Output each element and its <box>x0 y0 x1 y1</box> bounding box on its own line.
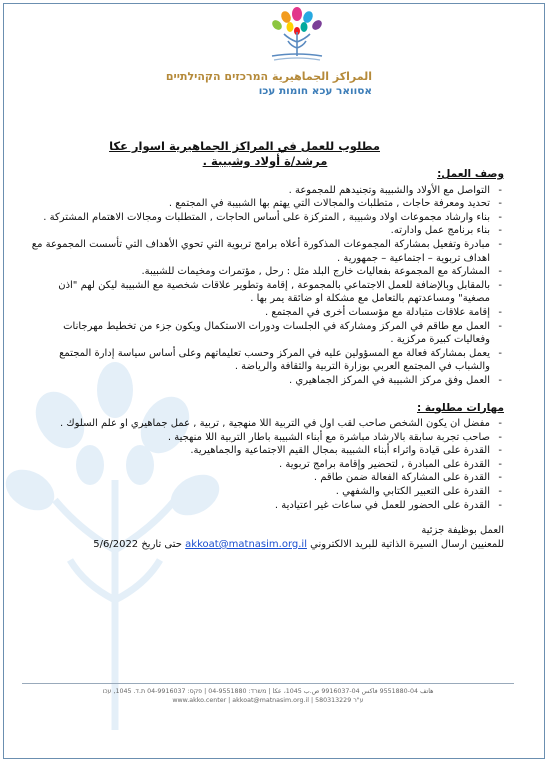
apply-prefix: للمعنيين ارسال السيرة الذاتية للبريد الالكتروني <box>310 538 504 550</box>
contact-line-2: ע"ר 580313229 | www.akko.center | akkoat@matnasim.org.il <box>172 697 364 704</box>
org-name-ar: المراكز الجماهيرية <box>271 70 372 83</box>
title-line-2: مرشد/ة أولاد وشبيبة . <box>202 154 328 168</box>
list-item: - التواصل مع الأولاد والشبيبة وتجنيدهم للمجموعة . <box>28 184 504 198</box>
list-item: - مبادرة وتفعيل بمشاركة المجموعات المذكورة أعلاه برامج تربوية التي تحوي الأهداف التي تأسست المجموعة مع اهداف تربوية – اجتماعية – جمهورية . <box>28 238 504 265</box>
list-item: - القدرة على المشاركة الفعالة ضمن طاقم . <box>28 471 504 485</box>
list-item: - يعمل بمشاركة فعالة مع المسؤولين عليه في المركز وحسب تعليماتهم وعلى أساس سياسة إدارة المجتمع والشباب في المجتمع العربي بوزارة التربية والثقافة والرياضة . <box>28 347 504 374</box>
application-info <box>28 524 504 551</box>
list-item: - مفضل ان يكون الشخص صاحب لقب اول في التربية اللا منهجية , تربية , عمل جماهيري او علم السلوك . <box>28 417 504 431</box>
part-time-note: العمل بوظيفة جزئية <box>421 525 504 537</box>
org-name-subtitle: אסוואר עכא חומות עכו <box>258 85 372 97</box>
title-line-1: مطلوب للعمل في المراكز الجماهيرية اسوار عكا <box>109 139 380 153</box>
list-item: - القدرة على الحضور للعمل في ساعات غير اعتيادية . <box>28 499 504 513</box>
job-title <box>109 139 380 169</box>
email-link[interactable]: akkoat@matnasim.org.il <box>185 538 307 550</box>
skills-list <box>28 417 504 512</box>
list-item: - العمل وفق مركز الشبيبة في المركز الجماهيري . <box>28 374 504 388</box>
list-item: - بالمقابل وبالإضافة للعمل الاجتماعي بالمجموعة , إقامة وتطوير علاقات شخصية مع الشبيبة ليكن لهم "اذن مصغية" ومساعدتهم بالتعامل مع مشكلة او ضائقة يمر بها . <box>28 279 504 306</box>
list-item: - تحديد ومعرفة حاجات , متطلبات والمجالات التي يهتم بها الشبيبة في المجتمع . <box>28 197 504 211</box>
list-item: - العمل مع طاقم في المركز ومشاركة في الجلسات ودورات الاستكمال ويكون جزء من تخطيط مهرجانات وفعاليات كبيرة مركزية . <box>28 320 504 347</box>
list-item: - إقامة علاقات متبادلة مع مؤسسات أخرى في المجتمع . <box>28 306 504 320</box>
list-item: - بناء برنامج عمل وادارته. <box>28 224 504 238</box>
org-logo <box>262 6 332 66</box>
list-item: - بناء وارشاد مجموعات اولاد وشبيبة , المتركزة على أساس الحاجات , المتطلبات ومجالات الاهتمام المشتركة . <box>28 211 504 225</box>
apply-instructions <box>28 538 504 552</box>
list-item: - القدرة على التعبير الكتابي والشفهي . <box>28 485 504 499</box>
job-description-heading: وصف العمل: <box>437 168 504 180</box>
list-item: - القدرة على المبادرة , لتحضير وإقامة برامج تربوية . <box>28 458 504 472</box>
list-item: - المشاركة مع المجموعة بفعاليات خارج البلد مثل : رحل , مؤتمرات ومخيمات للشبيبة. <box>28 265 504 279</box>
job-description-list <box>28 184 504 388</box>
skills-heading: مهارات مطلوبة : <box>417 401 504 414</box>
org-name <box>166 70 372 98</box>
job-content <box>28 168 504 551</box>
list-item: - صاحب تجربة سابقة بالارشاد مباشرة مع أبناء الشبيبة باطار التربية اللا منهجية . <box>28 431 504 445</box>
list-item: - القدرة على قيادة واثراء أبناء الشبيبة بمجال القيم الاجتماعية والجماهيرية. <box>28 444 504 458</box>
deadline: حتى تاريخ 5/6/2022 <box>93 538 182 550</box>
org-name-he: המרכזים הקהילתיים <box>165 70 269 83</box>
contact-line-1: هاتف 04-9551880 فاكس 04-9916037 ص.ب 1045، عكا | משרד: 04-9551880 | פקס: 04-9916037 ת.ד. 1045, עכו <box>102 688 434 695</box>
contact-bar <box>22 683 514 711</box>
